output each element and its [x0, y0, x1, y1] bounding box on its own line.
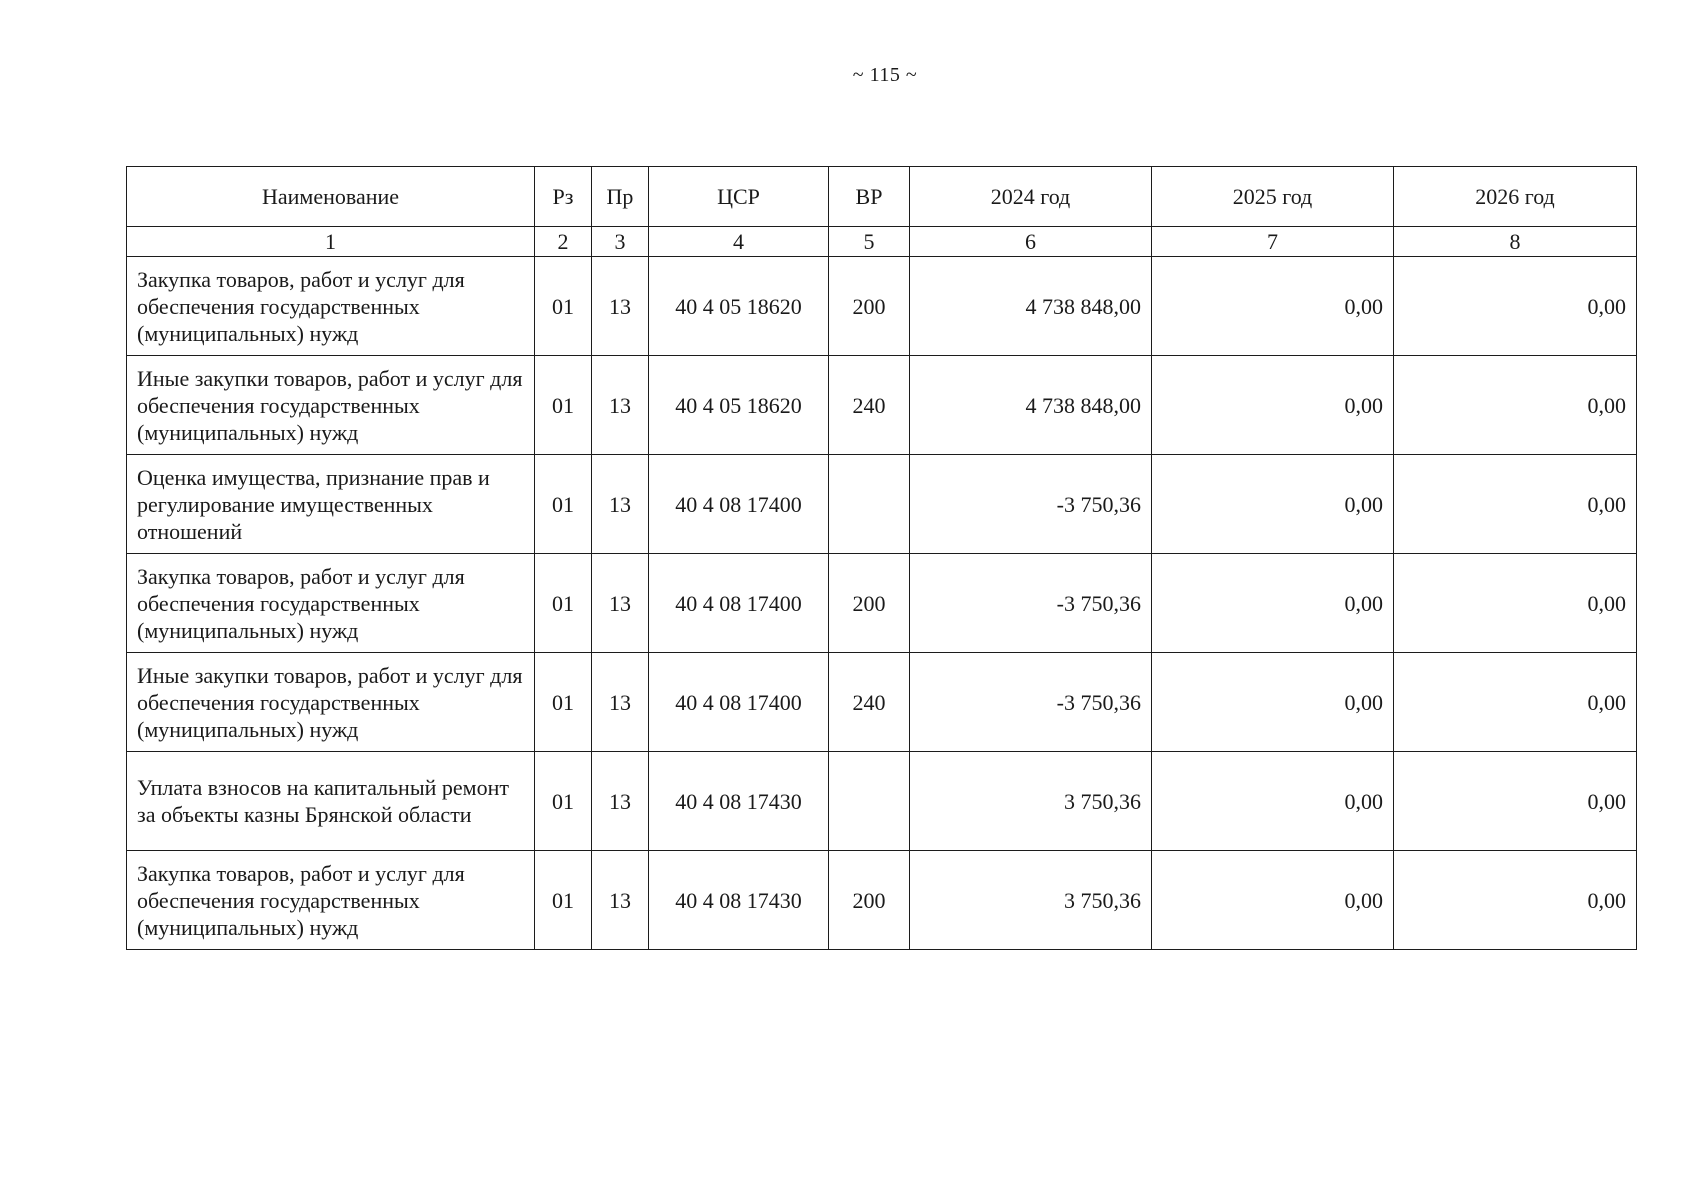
row-amount-2024: 3 750,36: [910, 851, 1152, 950]
row-name: Закупка товаров, работ и услуг для обеспечения государственных (муниципальных) нужд: [127, 257, 535, 356]
row-amount-2024: -3 750,36: [910, 554, 1152, 653]
row-amount-2025: 0,00: [1152, 653, 1394, 752]
budget-table: [126, 166, 1637, 950]
column-header-2025: 2025 год: [1152, 167, 1394, 227]
row-name: Иные закупки товаров, работ и услуг для обеспечения государственных (муниципальных) нужд: [127, 356, 535, 455]
row-amount-2026: 0,00: [1394, 356, 1637, 455]
row-vr: 200: [829, 554, 910, 653]
row-pr: 13: [592, 851, 649, 950]
row-amount-2026: 0,00: [1394, 851, 1637, 950]
row-csr: 40 4 08 17400: [649, 554, 829, 653]
row-amount-2026: 0,00: [1394, 554, 1637, 653]
header-row: [127, 167, 1637, 227]
row-csr: 40 4 08 17430: [649, 752, 829, 851]
column-header-pr: Пр: [592, 167, 649, 227]
table-row: [127, 257, 1637, 356]
row-rz: 01: [535, 554, 592, 653]
row-rz: 01: [535, 851, 592, 950]
row-csr: 40 4 05 18620: [649, 356, 829, 455]
table-row: [127, 455, 1637, 554]
row-rz: 01: [535, 257, 592, 356]
table-row: [127, 752, 1637, 851]
row-amount-2026: 0,00: [1394, 752, 1637, 851]
row-amount-2025: 0,00: [1152, 455, 1394, 554]
table-row: [127, 653, 1637, 752]
row-amount-2025: 0,00: [1152, 257, 1394, 356]
row-amount-2025: 0,00: [1152, 356, 1394, 455]
column-header-rz: Рз: [535, 167, 592, 227]
table-row: [127, 554, 1637, 653]
row-pr: 13: [592, 455, 649, 554]
column-number: 6: [910, 227, 1152, 257]
row-amount-2025: 0,00: [1152, 752, 1394, 851]
row-pr: 13: [592, 752, 649, 851]
page-number: ~ 115 ~: [852, 64, 918, 86]
row-amount-2024: 4 738 848,00: [910, 257, 1152, 356]
row-amount-2025: 0,00: [1152, 554, 1394, 653]
row-rz: 01: [535, 752, 592, 851]
column-number: 1: [127, 227, 535, 257]
row-name: Оценка имущества, признание прав и регулирование имущественных отношений: [127, 455, 535, 554]
row-amount-2024: 4 738 848,00: [910, 356, 1152, 455]
row-name: Иные закупки товаров, работ и услуг для обеспечения государственных (муниципальных) нужд: [127, 653, 535, 752]
row-vr: 240: [829, 356, 910, 455]
row-pr: 13: [592, 554, 649, 653]
row-vr: [829, 752, 910, 851]
row-rz: 01: [535, 653, 592, 752]
row-pr: 13: [592, 653, 649, 752]
column-number: 8: [1394, 227, 1637, 257]
row-pr: 13: [592, 356, 649, 455]
column-header-2024: 2024 год: [910, 167, 1152, 227]
column-number: 7: [1152, 227, 1394, 257]
row-vr: [829, 455, 910, 554]
row-amount-2024: -3 750,36: [910, 455, 1152, 554]
row-name: Уплата взносов на капитальный ремонт за объекты казны Брянской области: [127, 752, 535, 851]
table-row: [127, 851, 1637, 950]
row-csr: 40 4 05 18620: [649, 257, 829, 356]
column-number: 3: [592, 227, 649, 257]
table-row: [127, 356, 1637, 455]
column-number: 4: [649, 227, 829, 257]
column-number: 2: [535, 227, 592, 257]
column-header-2026: 2026 год: [1394, 167, 1637, 227]
row-vr: 200: [829, 851, 910, 950]
row-name: Закупка товаров, работ и услуг для обеспечения государственных (муниципальных) нужд: [127, 851, 535, 950]
row-vr: 200: [829, 257, 910, 356]
row-amount-2024: -3 750,36: [910, 653, 1152, 752]
row-pr: 13: [592, 257, 649, 356]
row-csr: 40 4 08 17430: [649, 851, 829, 950]
column-header-name: Наименование: [127, 167, 535, 227]
row-amount-2026: 0,00: [1394, 653, 1637, 752]
row-vr: 240: [829, 653, 910, 752]
row-amount-2024: 3 750,36: [910, 752, 1152, 851]
column-header-vr: ВР: [829, 167, 910, 227]
row-amount-2025: 0,00: [1152, 851, 1394, 950]
row-amount-2026: 0,00: [1394, 257, 1637, 356]
column-header-csr: ЦСР: [649, 167, 829, 227]
row-amount-2026: 0,00: [1394, 455, 1637, 554]
column-number-row: [127, 227, 1637, 257]
row-csr: 40 4 08 17400: [649, 455, 829, 554]
row-csr: 40 4 08 17400: [649, 653, 829, 752]
row-name: Закупка товаров, работ и услуг для обеспечения государственных (муниципальных) нужд: [127, 554, 535, 653]
row-rz: 01: [535, 356, 592, 455]
column-number: 5: [829, 227, 910, 257]
row-rz: 01: [535, 455, 592, 554]
